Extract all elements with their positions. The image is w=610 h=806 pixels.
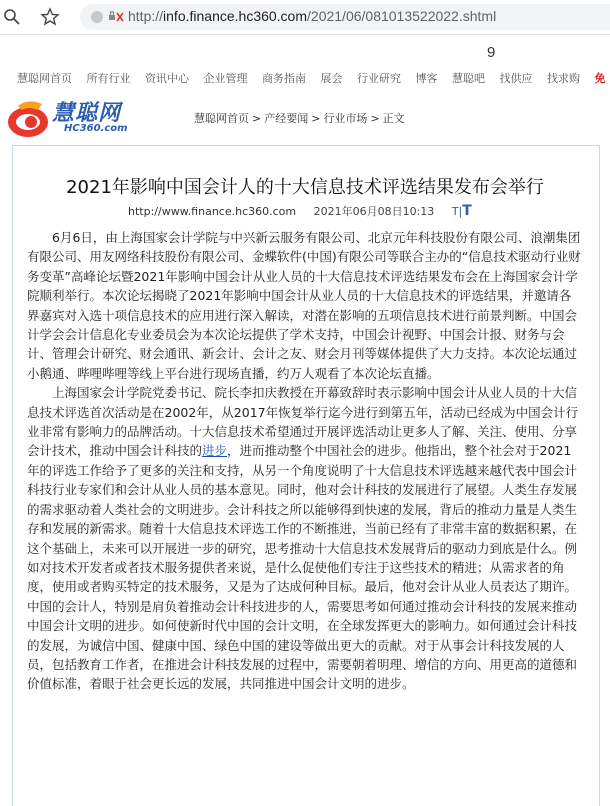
breadcrumb-current: 正文 <box>382 112 405 125</box>
nav-item-forum[interactable]: 慧聪吧 <box>452 72 485 85</box>
nav-item-find-supply[interactable]: 找供应 <box>499 72 533 85</box>
logo-text-en: HC360.com <box>64 123 128 134</box>
article-paragraph-2: 上海国家会计学院党委书记、院长李扣庆教授在开幕致辞时表示影响中国会计从业人员的十大信息技术评选首次活动是在2002年，从2017年恢复举行迄今进行到第五年，活动已经成为中国会计行业非常有影响力的品牌活动。十大信息技术希望通过开展评选活动让更多人了解、关注、使用、分享会计技术，推动中国会计科技的进步，进而推动整个中国社会的进步。他指出，整个社会对于2021年的评选工作给予了更多的关注和支持，从另一个角度说明了十大信息技术评选越来越代表中国会计科技行业专家们和会计从业人员的基本意见。同时，他对会计科技的发展进行了展望。人类生存发展的需求驱动着人类社会的文明进步。会计科技之所以能够得到快速的发展，背后的推动力量是人类生存和发展的新需求。随着十大信息技术评选工作的不断推进，当前已经有了非常丰富的数据积累，在这个基础上，未来可以开展进一步的研究，思考推动十大信息技术发展背后的驱动力到底是什么。例如对技术开发者或者技术服务提供者来说，是什么促使他们专注于这些技术的精进；从需求者的角度，使用或者购买特定的技术服务，又是为了达成何种目标。最后，他对会计从业人员表达了期许。中国的会计人，特别是肩负着推动会计科技进步的人，需要思考如何通过推动会计科技的发展来推动中国会计文明的进步。如何使新时代中国的会计文明，在全球发挥更大的影响力。如何通过会计科技的发展，为诚信中国、健康中国、绿色中国的建设等做出更大的贡献。对于从事会计科技发展的人员，包括教育工作者，在推进会计科技发展的过程中，需要朝着明理、增信的方向、用更高的道德和价值标准，着眼于社会更长远的发展，共同推进中国会计文明的进步。 <box>27 385 579 692</box>
nav-item-home[interactable]: 慧聪网首页 <box>17 72 72 85</box>
nav-item-expo[interactable]: 展会 <box>320 72 343 85</box>
breadcrumb-news[interactable]: 产经要闻 <box>264 112 309 125</box>
tab-search-icon[interactable] <box>0 5 24 29</box>
browser-toolbar <box>0 0 610 35</box>
address-bar[interactable] <box>80 4 610 30</box>
progress-link[interactable]: 进步 <box>202 443 228 459</box>
font-large-button[interactable]: T <box>462 203 472 219</box>
bookmark-star-icon[interactable] <box>38 5 62 29</box>
font-small-button[interactable]: T <box>451 205 459 218</box>
article-source: http://www.finance.hc360.com <box>128 205 297 218</box>
nav-item-management[interactable]: 企业管理 <box>203 72 248 85</box>
ad-number: 9 <box>487 44 496 61</box>
nav-item-business-guide[interactable]: 商务指南 <box>262 72 306 85</box>
top-nav <box>17 70 610 90</box>
article-title: 2021年影响中国会计人的十大信息技术评选结果发布会举行 <box>66 177 544 198</box>
nav-item-all-industries[interactable]: 所有行业 <box>86 72 131 85</box>
article-meta <box>128 203 472 219</box>
breadcrumb: 慧聪网首页 > 产经要闻 > 行业市场 > 正文 <box>194 112 405 125</box>
nav-item-free[interactable]: 免 <box>594 72 606 85</box>
nav-item-news[interactable]: 资讯中心 <box>145 72 189 85</box>
not-secure-icon <box>108 10 124 24</box>
article-paragraph-1: 6月6日，由上海国家会计学院与中兴新云服务有限公司、北京元年科技股份有限公司、浪潮集团有限公司、用友网络科技股份有限公司、金蝶软件(中国)有限公司等联合主办的“信息技术驱动行业财务变革”高峰论坛暨2021年影响中国会计从业人员的十大信息技术评选结果发布会在上海国家会计学院顺利举行。本次论坛揭晓了2021年影响中国会计从业人员的十大信息技术的评选结果，并邀请各界嘉宾对入选十项信息技术的应用进行深入解读，对潜在影响的五项信息技术进行前景判断。中国会计学会会计信息化专业委员会为本次论坛提供了学术支持，中国会计视野、中国会计报、财务与会计、管理会计研究、财会通讯、新会计、会计之友、财会月刊等媒体提供了大力支持。本次论坛通过小鹅通、哔哩哔哩等线上平台进行现场直播，约万人观看了本次论坛直播。 <box>27 230 581 381</box>
nav-item-blog[interactable]: 博客 <box>415 72 438 85</box>
logo-text-cn: 慧聪网 <box>52 101 122 126</box>
article-date: 2021年06月08日10:13 <box>313 205 435 218</box>
nav-item-research[interactable]: 行业研究 <box>357 72 401 85</box>
site-logo[interactable] <box>4 96 144 140</box>
breadcrumb-home[interactable]: 慧聪网首页 <box>194 112 249 125</box>
breadcrumb-market[interactable]: 行业市场 <box>323 112 368 125</box>
article-body <box>27 228 583 694</box>
logo-mascot-icon <box>4 96 54 140</box>
nav-item-find-purchase[interactable]: 找求购 <box>547 72 580 85</box>
url-text[interactable]: http://info.finance.hc360.com/2021/06/081013522022.shtml <box>128 8 497 24</box>
font-size-toggle[interactable]: T|T <box>451 203 472 219</box>
site-info-icon[interactable] <box>90 9 124 25</box>
